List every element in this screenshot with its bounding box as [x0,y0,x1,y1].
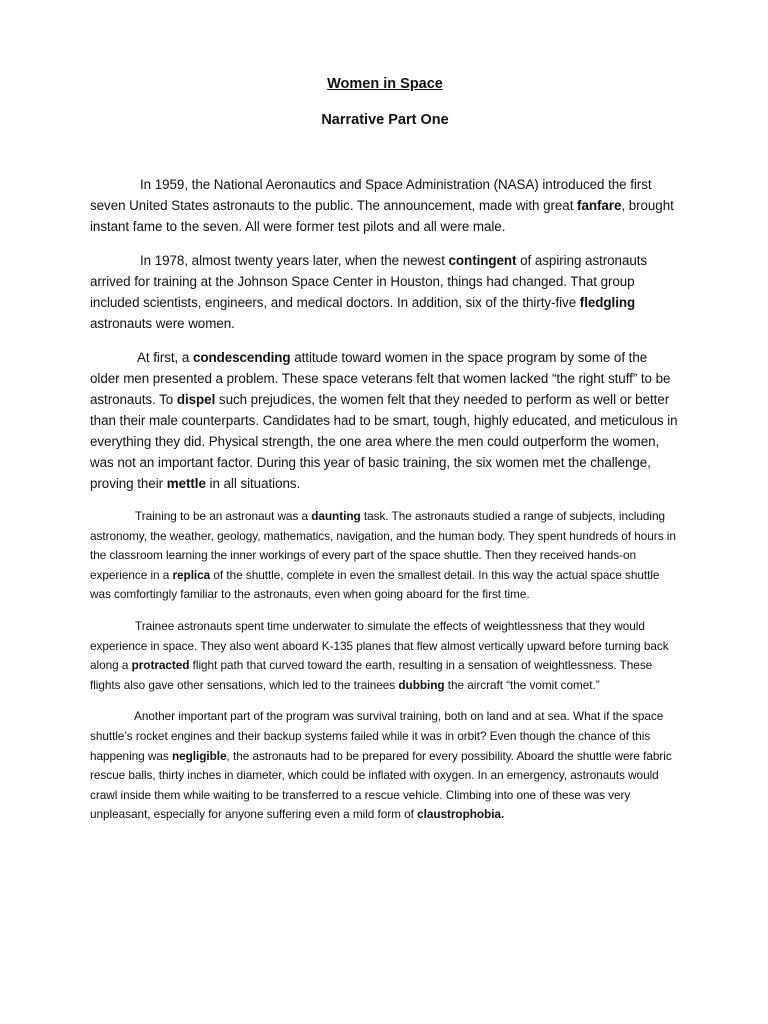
paragraph-text: flight path that curved toward the earth, resulting in a sensation of weightlessness. These flights also gave other sensations, which led to the trainees [90,658,653,692]
vocabulary-word: condescending [192,350,291,365]
paragraph-text: of the shuttle, complete in even the smallest detail. In this way the actual space shuttle was comfortingly familiar to the astronauts, even when going aboard for the first time. [90,567,660,602]
paragraph-5 [90,617,680,695]
document-subtitle: Narrative Part One [321,112,449,128]
paragraph-text: In 1978, almost twenty years later, when the newest [140,253,449,268]
vocabulary-word: mettle [166,476,206,491]
vocabulary-word: negligible [171,748,227,763]
paragraph-text: Trainee astronauts spent time underwater to simulate the effects of weightlessness that they would experience in space. They also went aboard K-135 planes that flew almost vertically upward before turning back along a [90,618,669,673]
paragraph-3 [90,347,680,494]
vocabulary-word: protracted [131,658,190,673]
paragraph-text: In 1959, the National Aeronautics and Space Administration (NASA) introduced the first seven United States astronauts to the public. The announcement, made with great [90,177,652,213]
paragraph-text: the aircraft “the vomit comet.” [444,677,600,692]
paragraph-1 [90,174,680,237]
paragraph-text: At first, a [137,350,193,365]
vocabulary-word: fledgling [579,295,636,310]
document-title: Women in Space [327,76,443,92]
paragraph-2 [90,250,680,334]
document-body [90,174,680,825]
vocabulary-word: dispel [176,392,216,407]
paragraph-text: task. The astronauts studied a range of subjects, including astronomy, the weather, geology, mathematics, navigation, and the human body. They spent hundreds of hours in the classroom learning the inner workings of every part of the space shuttle. Then they received hands-on experience in a [90,509,676,582]
paragraph-text: Another important part of the program was survival training, both on land and at sea. What if the space shuttle’s rocket engines and their backup systems failed while it was in orbit? Even though the chance of this happening was [90,709,664,763]
paragraph-text: attitude toward women in the space program by some of the older men presented a problem. These space veterans felt that women lacked “the right stuff” to be astronauts. To [90,350,671,407]
paragraph-text: Training to be an astronaut was a [135,509,312,523]
vocabulary-word: contingent [448,253,517,268]
vocabulary-word: dubbing [398,677,445,692]
vocabulary-word: daunting [311,509,361,523]
paragraph-text: such prejudices, the women felt that they needed to perform as well or better than their male counterparts. Candidates had to be smart, tough, highly educated, and meticulous in everything they did. Physical strength, the one area where the men could outperform the women, was not an important factor. During this year of basic training, the six women met the challenge, proving their [90,392,678,491]
paragraph-4 [90,507,680,605]
vocabulary-word: replica [172,567,211,582]
paragraph-text: in all situations. [205,476,301,491]
paragraph-text: , brought instant fame to the seven. All were former test pilots and all were male. [90,198,674,234]
paragraph-text: , the astronauts had to be prepared for every possibility. Aboard the shuttle were fabric rescue balls, thirty inches in diameter, which could be inflated with oxygen. In an emergency, astronauts would crawl inside them while waiting to be transferred to a rescue vehicle. Climbing into one of these was very unpleasant, especially for anyone suffering even a mild form of [90,748,672,822]
vocabulary-word: fanfare [577,198,622,213]
paragraph-6 [90,707,680,825]
vocabulary-word: claustrophobia. [417,807,505,822]
paragraph-text: astronauts were women. [90,316,235,331]
paragraph-text: of aspiring astronauts arrived for training at the Johnson Space Center in Houston, things had changed. That group included scientists, engineers, and medical doctors. In addition, six of the thirty-five [90,253,648,310]
